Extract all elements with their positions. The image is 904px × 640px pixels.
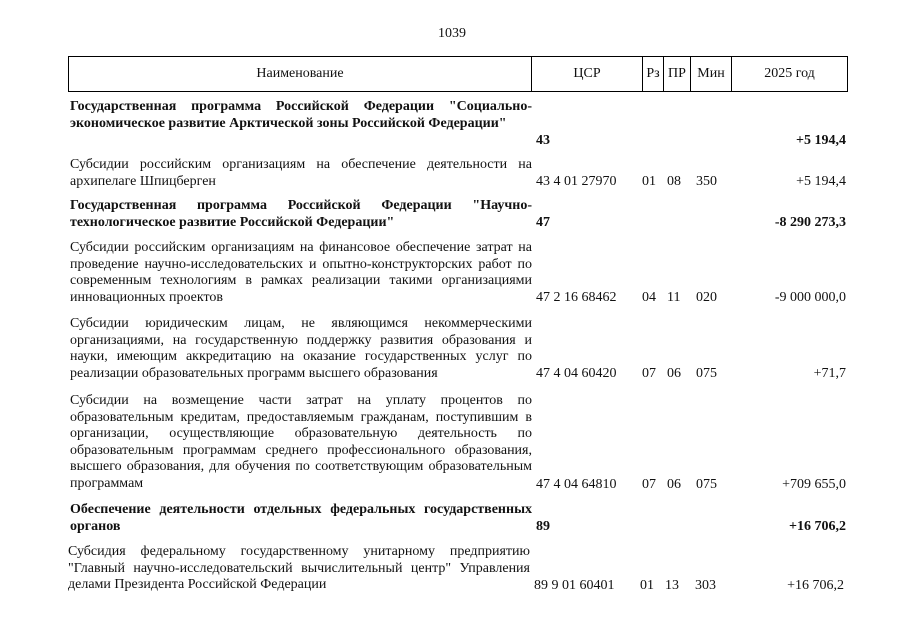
table-row	[0, 316, 904, 382]
table-row	[0, 157, 904, 190]
header-rz: Рз	[646, 66, 660, 81]
row-pr: 06	[667, 476, 681, 492]
row-name: Субсидия федеральному государственному унитарному предприятию "Главный научно-исследовательский вычислительный центр" Управления делами Президента Российской Федерации	[68, 544, 530, 592]
row-amount: +5 194,4	[796, 132, 846, 148]
row-pr: 06	[667, 365, 681, 381]
header-year: 2025 год	[764, 66, 815, 81]
row-name: Субсидии российским организациям на финансовое обеспечение затрат на проведение научно-исследовательских и опытно-конструкторских работ по современным технологиям в рамках реализации такими организациями инновационных проектов	[70, 240, 532, 305]
row-pr: 08	[667, 173, 681, 189]
row-amount: +709 655,0	[782, 476, 846, 492]
row-name: Субсидии российским организациям на обеспечение деятельности на архипелаге Шпицберген	[70, 157, 532, 189]
row-name: Обеспечение деятельности отдельных федеральных государственных органов	[70, 502, 532, 534]
page-number: 1039	[438, 26, 466, 41]
row-csr: 47 4 04 60420	[536, 365, 617, 381]
row-csr: 89 9 01 60401	[534, 577, 615, 593]
row-min: 075	[696, 365, 717, 381]
row-name: Государственная программа Российской Федерации "Научно-технологическое развитие Российской Федерации"	[70, 198, 532, 230]
header-pr: ПР	[668, 66, 686, 81]
row-name: Субсидии юридическим лицам, не являющимся некоммерческими организациями, на государственную поддержку развития образования и науки, имеющим аккредитацию на оказание государственных услуг по реализации образовательных программ высшего образования	[70, 316, 532, 381]
row-amount: -9 000 000,0	[774, 289, 846, 305]
table-row	[0, 544, 904, 594]
row-amount: +16 706,2	[789, 518, 846, 534]
header-name: Наименование	[256, 66, 344, 81]
row-csr: 47 2 16 68462	[536, 289, 617, 305]
row-amount: +5 194,4	[796, 173, 846, 189]
row-rz: 07	[642, 365, 656, 381]
row-csr: 43	[536, 132, 550, 148]
row-min: 020	[696, 289, 717, 305]
row-pr: 13	[665, 577, 679, 593]
row-name: Государственная программа Российской Федерации "Социально-экономическое развитие Арктической зоны Российской Федерации"	[70, 99, 532, 131]
row-csr: 89	[536, 518, 550, 534]
table-row	[0, 198, 904, 231]
table-row	[0, 240, 904, 306]
row-csr: 47 4 04 64810	[536, 476, 617, 492]
row-rz: 01	[640, 577, 654, 593]
header-min: Мин	[697, 66, 725, 81]
table-row	[0, 502, 904, 535]
table-row	[0, 393, 904, 493]
row-amount: -8 290 273,3	[774, 214, 846, 230]
header-csr: ЦСР	[573, 66, 601, 81]
row-min: 303	[695, 577, 716, 593]
row-amount: +71,7	[813, 365, 846, 381]
row-min: 350	[696, 173, 717, 189]
row-pr: 11	[667, 289, 681, 305]
row-amount: +16 706,2	[787, 577, 844, 593]
row-rz: 01	[642, 173, 656, 189]
row-csr: 47	[536, 214, 550, 230]
row-rz: 04	[642, 289, 656, 305]
row-min: 075	[696, 476, 717, 492]
row-rz: 07	[642, 476, 656, 492]
row-csr: 43 4 01 27970	[536, 173, 617, 189]
table-row	[0, 99, 904, 149]
row-name: Субсидии на возмещение части затрат на уплату процентов по образовательным кредитам, предоставляемым гражданам, поступившим в организации, осуществляющие образовательную деятельность по образовательным программам среднего профессионального образования, высшего образования, для обучения по соответствующим образовательным программам	[70, 393, 532, 491]
